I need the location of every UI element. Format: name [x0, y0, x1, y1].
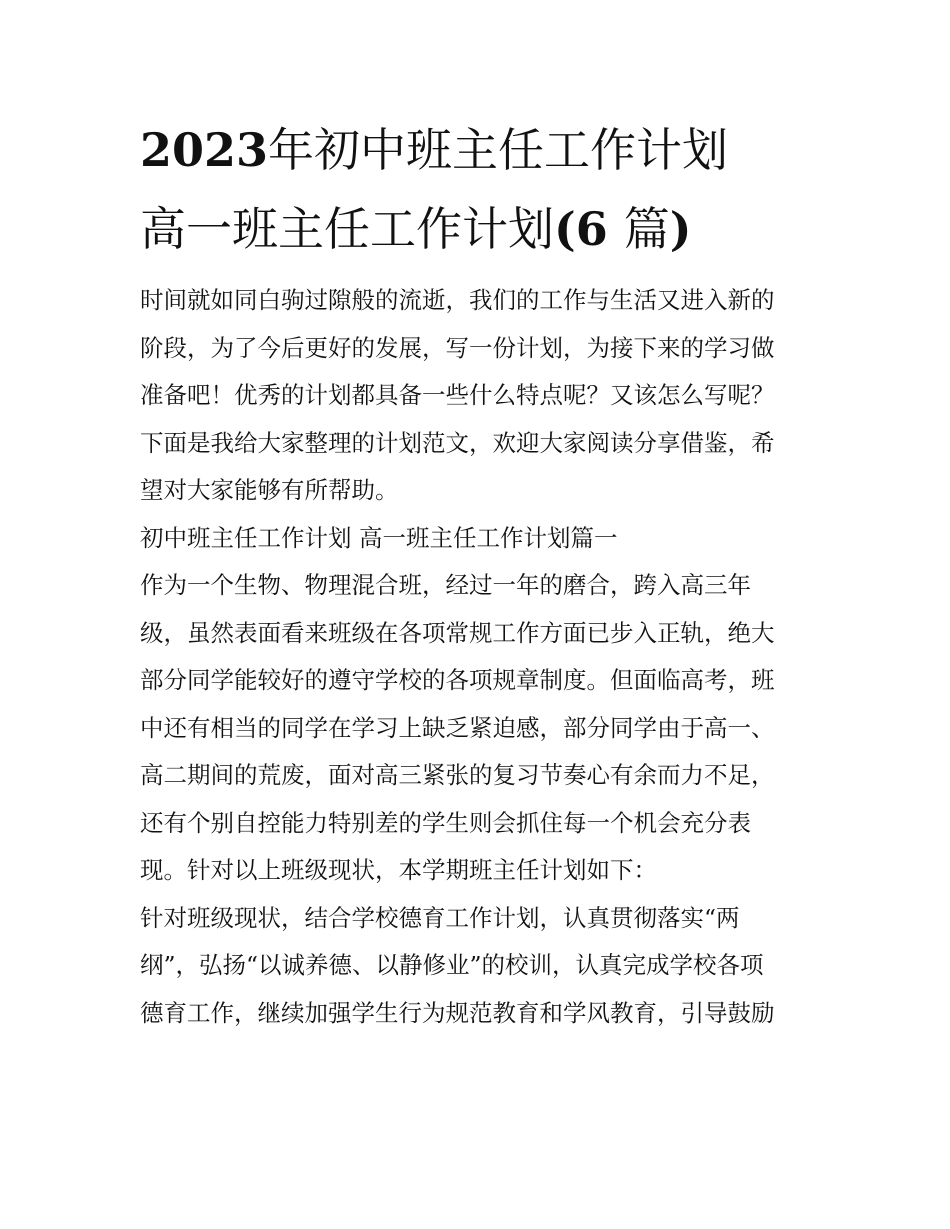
body-line: 阶段，为了今后更好的发展，写一份计划，为接下来的学习做 — [140, 333, 775, 362]
title-line1-text: 年初中班主任工作计划 — [268, 123, 729, 177]
body-line: 高二期间的荒废，面对高三紧张的复习节奏心有余而力不足， — [140, 761, 775, 789]
body-line: 部分同学能较好的遵守学校的各项规章制度。但面临高考，班 — [140, 666, 775, 694]
title-line2-text: 高一班主任工作计划 — [140, 202, 554, 256]
body-line: 时间就如同白驹过隙般的流逝，我们的工作与生活又进入新的 — [140, 286, 775, 314]
body-line: 望对大家能够有所帮助。 — [140, 476, 399, 504]
title-line2-pian: 篇 — [623, 202, 670, 256]
body-line: 准备吧！优秀的计划都具备一些什么特点呢？又该怎么写呢？ — [140, 381, 775, 409]
body-line: 针对班级现状，结合学校德育工作计划，认真贯彻落实“两 — [140, 903, 740, 932]
section-heading: 初中班主任工作计划 高一班主任工作计划篇一 — [140, 523, 618, 552]
body-line: 下面是我给大家整理的计划范文，欢迎大家阅读分享借鉴，希 — [140, 428, 775, 457]
body-line: 现。针对以上班级现状，本学期班主任计划如下： — [140, 856, 657, 884]
title-line2-paren: (6 — [554, 202, 624, 256]
body-line: 还有个别自控能力特别差的学生则会抓住每一个机会充分表 — [140, 808, 751, 837]
body-line: 作为一个生物、物理混合班，经过一年的磨合，跨入高三年 — [140, 571, 751, 599]
document-title-line1 — [140, 115, 830, 185]
body-line: 中还有相当的同学在学习上缺乏紧迫感，部分同学由于高一、 — [140, 713, 775, 742]
document-title-line2 — [140, 194, 830, 264]
document-body — [140, 277, 830, 1037]
title-year: 2023 — [140, 123, 269, 177]
body-line: 纲”，弘扬“以诚养德、以静修业”的校训，认真完成学校各项 — [140, 951, 764, 979]
body-line: 级，虽然表面看来班级在各项常规工作方面已步入正轨，绝大 — [140, 618, 775, 647]
body-line: 德育工作，继续加强学生行为规范教育和学风教育，引导鼓励 — [140, 998, 775, 1027]
title-line2-close: ) — [669, 202, 692, 256]
